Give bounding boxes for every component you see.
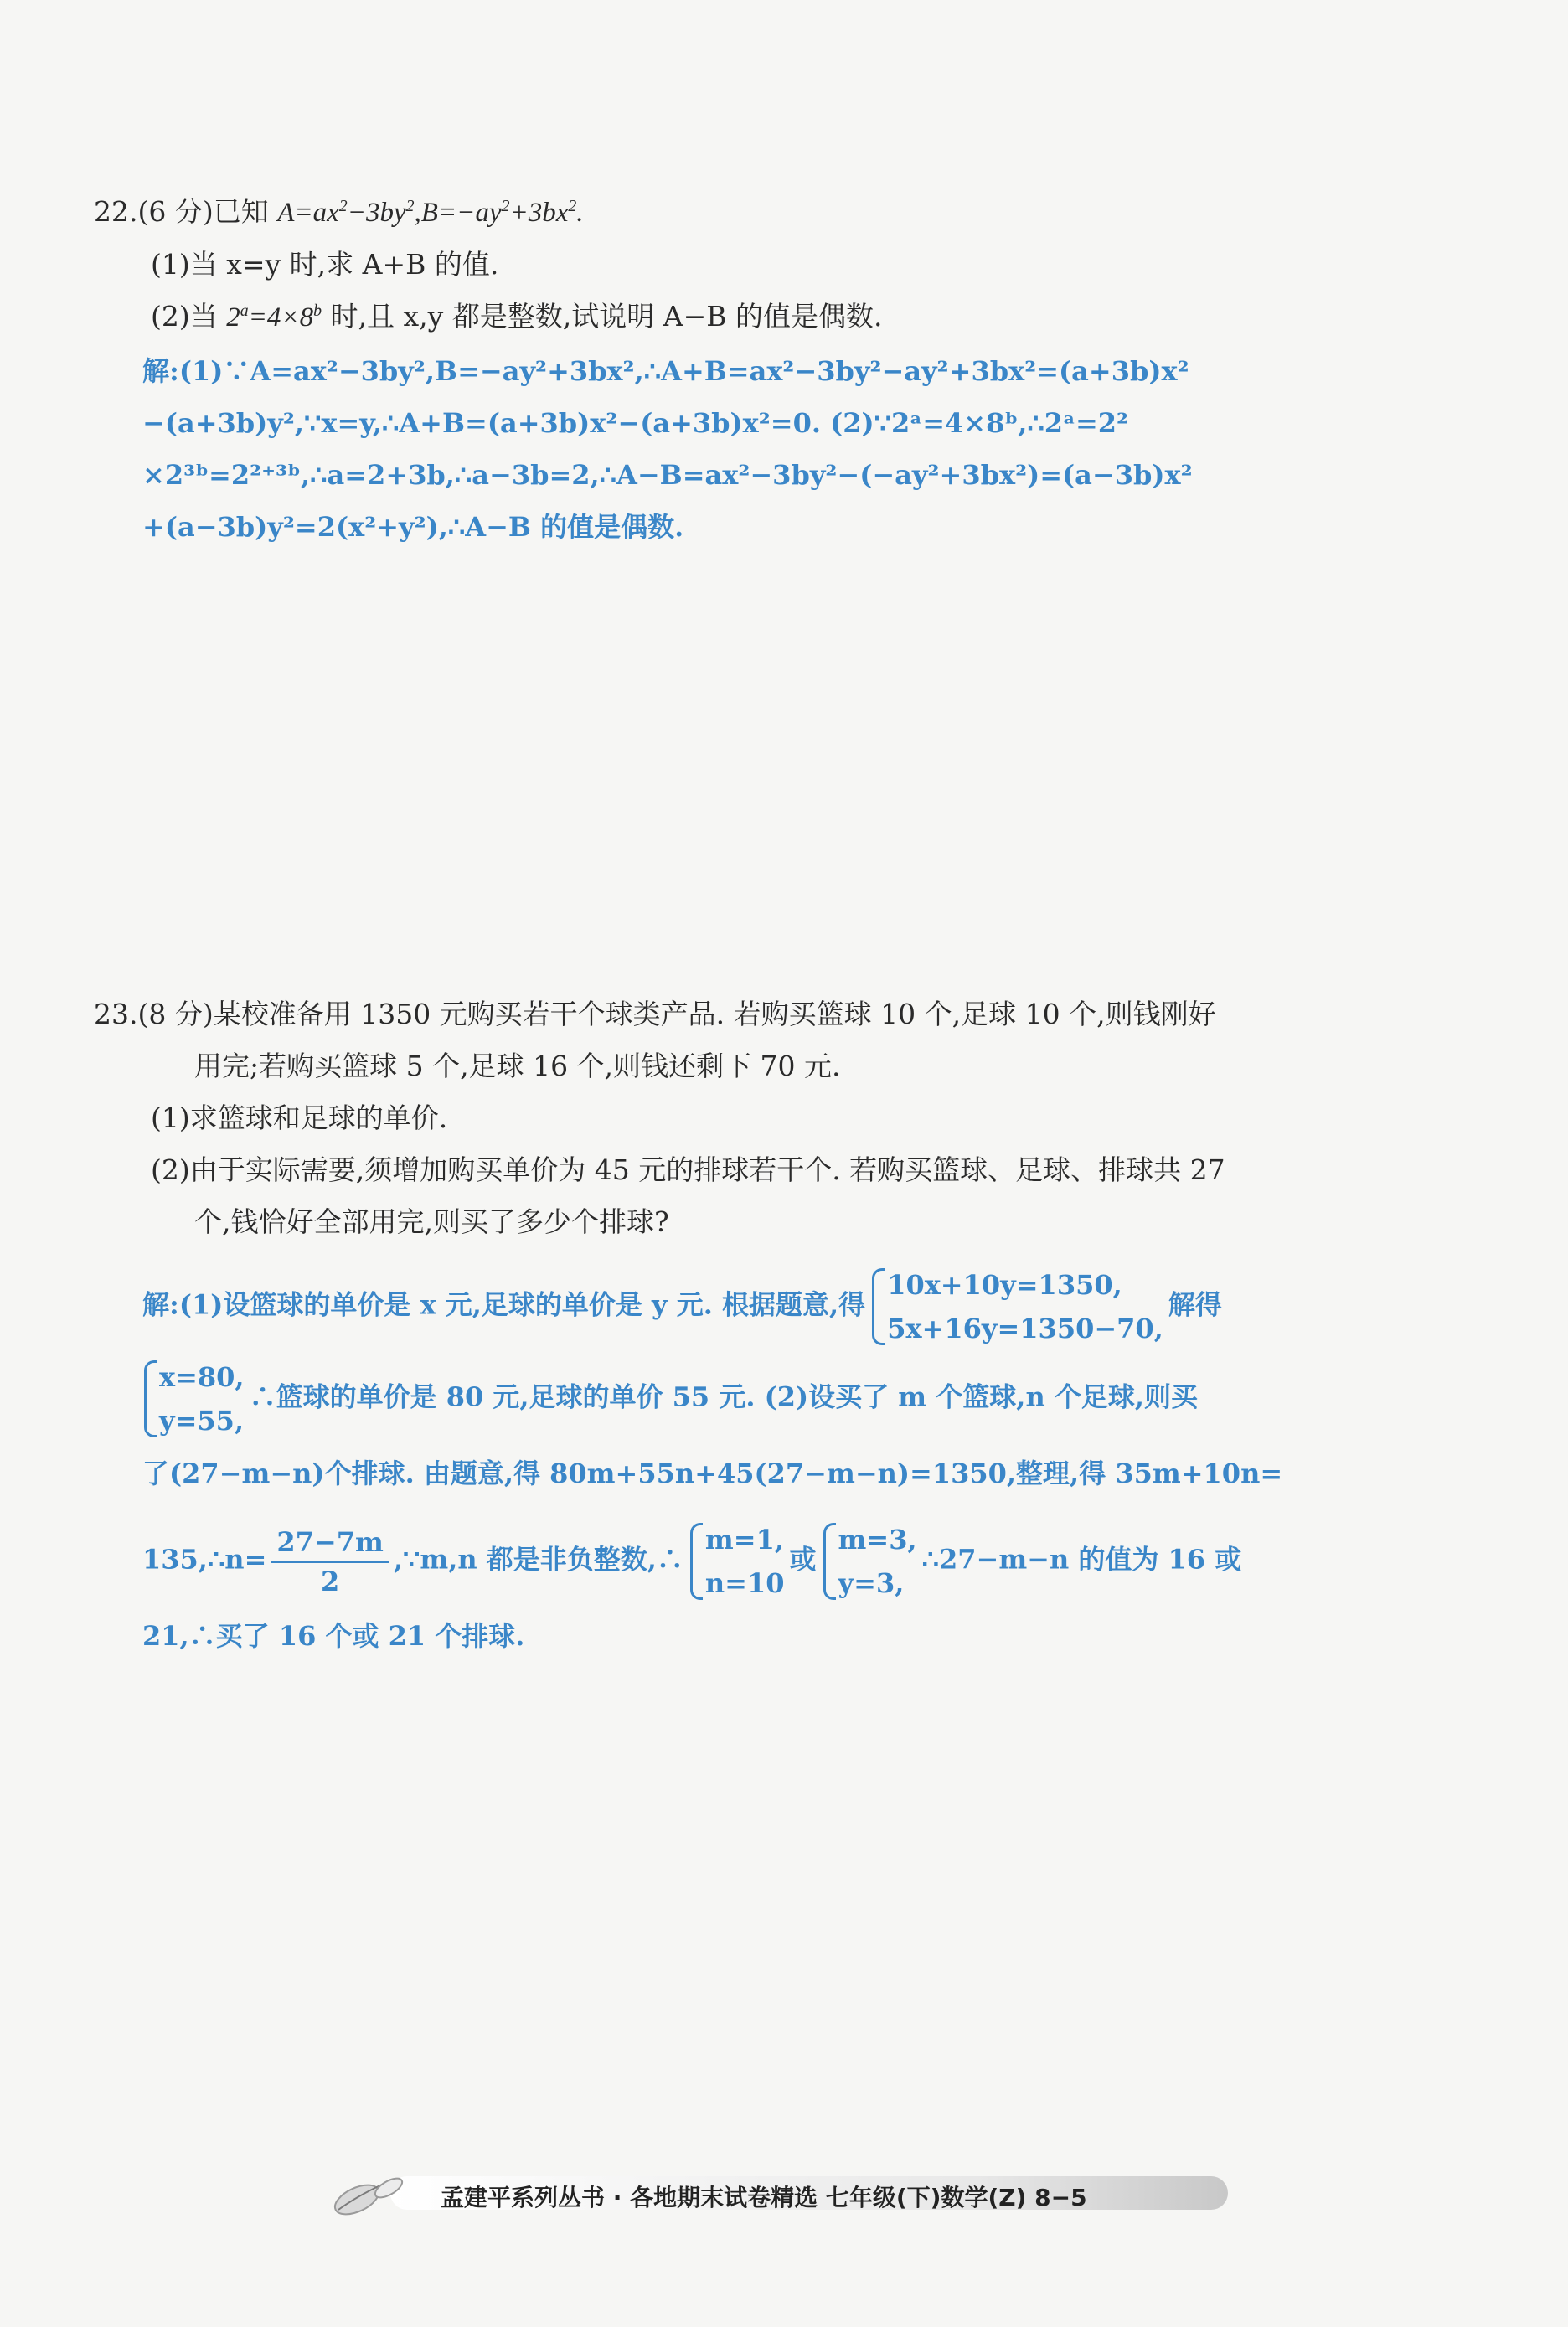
q23-stem2: 用完;若购买篮球 5 个,足球 16 个,则钱还剩下 70 元. [194, 1050, 841, 1082]
sol23-line2: x=80, y=55, ∴篮球的单价是 80 元,足球的单价 55 元. (2)设买了 m 个篮球,n 个足球,则买 [142, 1355, 1449, 1447]
q22-score: (6 分) [137, 195, 214, 228]
sol22-line4: +(a−3b)y²=2(x²+y²),∴A−B 的值是偶数. [142, 511, 684, 543]
q22-number: 22. [94, 195, 138, 228]
system-solution-2: m=1, n=10 [689, 1518, 785, 1605]
fraction: $\frac{27-7m}{2}$ [271, 1524, 388, 1600]
sol23-lead: 解: [142, 1288, 179, 1321]
q22-stem [94, 186, 1467, 239]
q22-part2: (2)当 $2^a=4\times 8^b$ 时,且 x,y 都是整数,试说明 A−B 的值是偶数. [151, 300, 883, 333]
system-equations-1: 10x+10y=1350, 5x+16y=1350−70, [870, 1263, 1163, 1350]
q23-part2a: (2)由于实际需要,须增加购买单价为 45 元的排球若干个. 若购买篮球、足球、排球共 27 [151, 1153, 1225, 1186]
page-footer [323, 2166, 1245, 2220]
question-23 [94, 988, 1467, 1248]
q22-part2-condition: $2^a=4\times 8^b$ [226, 302, 322, 333]
system-solution-3: m=3, y=3, [822, 1518, 917, 1605]
question-22 [94, 186, 1467, 343]
solution-23 [142, 1263, 1449, 1662]
q22-formula: $A=ax^2-3by^2,B=-ay^2+3bx^2$. [277, 197, 584, 228]
q23-stem1: 23.(8 分)某校准备用 1350 元购买若干个球类产品. 若购买篮球 10 个,足球 10 个,则钱刚好 [94, 998, 1216, 1030]
q22-part1: (1)当 x=y 时,求 A+B 的值. [151, 248, 499, 281]
q23-part1: (1)求篮球和足球的单价. [151, 1102, 448, 1134]
sol23-line1: 解:(1)设篮球的单价是 x 元,足球的单价是 y 元. 根据题意,得 10x+10y=1350, 5x+16y=1350−70, 解得 [142, 1263, 1449, 1355]
sol23-line4: 135,∴n= $\frac{27-7m}{2}$ ,∵m,n 都是非负整数,∴ m=1, n=10 或 m=3, y=3, ∴27−m−n 的值为 16 或 [142, 1518, 1449, 1610]
sol22-lead: 解: [142, 355, 179, 387]
q23-number: 23. [94, 998, 138, 1030]
q23-score: (8 分) [137, 998, 214, 1030]
q23-part2b: 个,钱恰好全部用完,则买了多少个排球? [194, 1205, 669, 1238]
solution-22 [142, 345, 1449, 553]
sol22-line1: 解:(1)∵A=ax²−3by²,B=−ay²+3bx²,∴A+B=ax²−3by²−ay²+3bx²=(a+3b)x² [142, 355, 1189, 387]
q22-stem-prefix: 已知 [213, 195, 278, 228]
footer-text: 孟建平系列丛书 · 各地期末试卷精选 七年级(下)数学(Z) 8−5 [441, 2184, 1087, 2211]
system-solution-1: x=80, y=55, [142, 1355, 245, 1442]
sol23-line3: 了(27−m−n)个排球. 由题意,得 80m+55n+45(27−m−n)=1350,整理,得 35m+10n= [142, 1458, 1283, 1489]
leaf-icon [323, 2166, 424, 2220]
sol22-line2: −(a+3b)y²,∵x=y,∴A+B=(a+3b)x²−(a+3b)x²=0. (2)∵2ᵃ=4×8ᵇ,∴2ᵃ=2² [142, 407, 1129, 439]
sol22-line3: ×2³ᵇ=2²⁺³ᵇ,∴a=2+3b,∴a−3b=2,∴A−B=ax²−3by²−(−ay²+3bx²)=(a−3b)x² [142, 459, 1193, 491]
sol23-line5: 21,∴买了 16 个或 21 个排球. [142, 1620, 525, 1652]
